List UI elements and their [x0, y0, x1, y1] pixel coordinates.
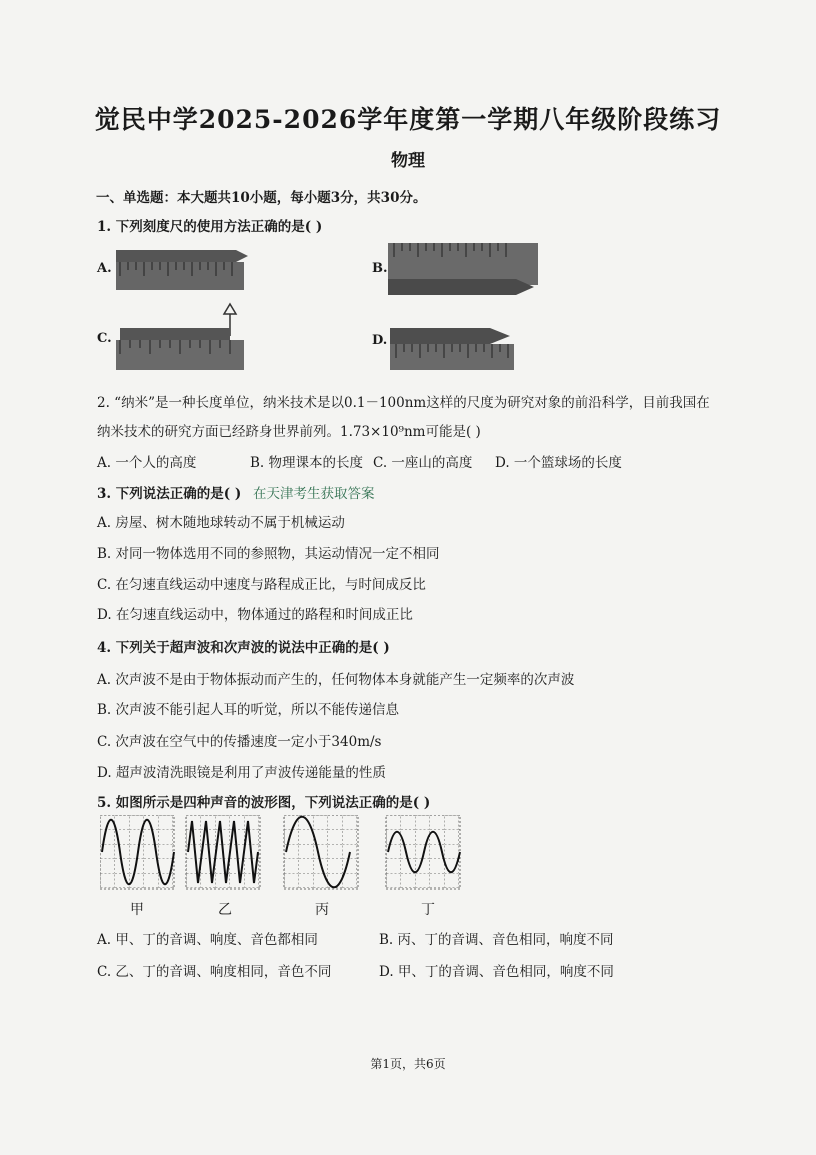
waveform-jia [100, 815, 174, 889]
q4-option-c: C. 次声波在空气中的传播速度一定小于340m/s [97, 734, 382, 750]
question-5-stem: 5. 如图所示是四种声音的波形图，下列说法正确的是( ) [97, 795, 431, 811]
q3-option-c: C. 在匀速直线运动中速度与路程成正比，与时间成反比 [97, 577, 426, 593]
q5-option-c: C. 乙、丁的音调、响度相同，音色不同 [97, 964, 332, 980]
section-heading: 一、单选题：本大题共10小题，每小题3分，共30分。 [96, 190, 427, 206]
object-bar [116, 250, 248, 262]
q2-option-d: D. 一个篮球场的长度 [495, 455, 622, 471]
wave-label-yi: 乙 [218, 902, 232, 918]
waveform-figures [100, 815, 470, 893]
object-bar [390, 328, 510, 344]
q5-option-b: B. 丙、丁的音调、音色相同，响度不同 [379, 932, 614, 948]
q1-option-d-label: D. [372, 333, 388, 348]
wave-label-jia: 甲 [130, 902, 144, 918]
waveform-yi [186, 815, 260, 889]
q1-option-b-label: B. [372, 261, 388, 276]
exam-title: 觉民中学2025-2026学年度第一学期八年级阶段练习 [94, 105, 722, 134]
q2-option-a: A. 一个人的高度 [97, 455, 197, 471]
object-bar [388, 279, 534, 295]
question-1-stem: 1. 下列刻度尺的使用方法正确的是( ) [97, 219, 323, 235]
q3-option-b: B. 对同一物体选用不同的参照物，其运动情况一定不相同 [97, 546, 440, 562]
question-4-stem: 4. 下列关于超声波和次声波的说法中正确的是( ) [97, 640, 390, 656]
q5-option-a: A. 甲、丁的音调、响度、音色都相同 [97, 932, 318, 948]
q1-option-c-figure [116, 302, 256, 372]
q1-option-c-label: C. [97, 331, 112, 346]
watermark-text: 在天津考生获取答案 [253, 486, 375, 502]
q5-option-d: D. 甲、丁的音调、音色相同，响度不同 [379, 964, 614, 980]
q1-option-a-figure [116, 244, 266, 294]
q3-option-d: D. 在匀速直线运动中，物体通过的路程和时间成正比 [97, 607, 413, 623]
question-3-stem: 3. 下列说法正确的是( ) [97, 486, 242, 502]
q1-option-d-figure [390, 318, 520, 374]
ruler-body [116, 262, 244, 290]
question-2-line-1: 2. “纳米”是一种长度单位，纳米技术是以0.1－100nm这样的尺度为研究对象的前沿科学，目前我国在 [97, 395, 710, 411]
wave-label-bing: 丙 [315, 902, 329, 918]
object-bar [120, 328, 230, 340]
q4-option-b: B. 次声波不能引起人耳的听觉，所以不能传递信息 [97, 702, 400, 718]
waveform-ding [386, 815, 460, 889]
q1-option-a-label: A. [97, 261, 112, 276]
subject-title: 物理 [391, 151, 425, 171]
q4-option-d: D. 超声波清洗眼镜是利用了声波传递能量的性质 [97, 765, 386, 781]
q2-option-b: B. 物理课本的长度 [250, 455, 364, 471]
waveform-bing [284, 815, 358, 889]
page-number: 第1页，共6页 [370, 1057, 446, 1071]
q2-option-c: C. 一座山的高度 [373, 455, 473, 471]
eye-marker [224, 304, 236, 314]
wave-label-ding: 丁 [421, 902, 435, 918]
q3-option-a: A. 房屋、树木随地球转动不属于机械运动 [97, 515, 345, 531]
q1-option-b-figure [388, 243, 548, 303]
q4-option-a: A. 次声波不是由于物体振动而产生的，任何物体本身就能产生一定频率的次声波 [97, 672, 575, 688]
question-2-line-2: 纳米技术的研究方面已经跻身世界前列。1.73×10⁹nm可能是( ) [97, 424, 481, 440]
